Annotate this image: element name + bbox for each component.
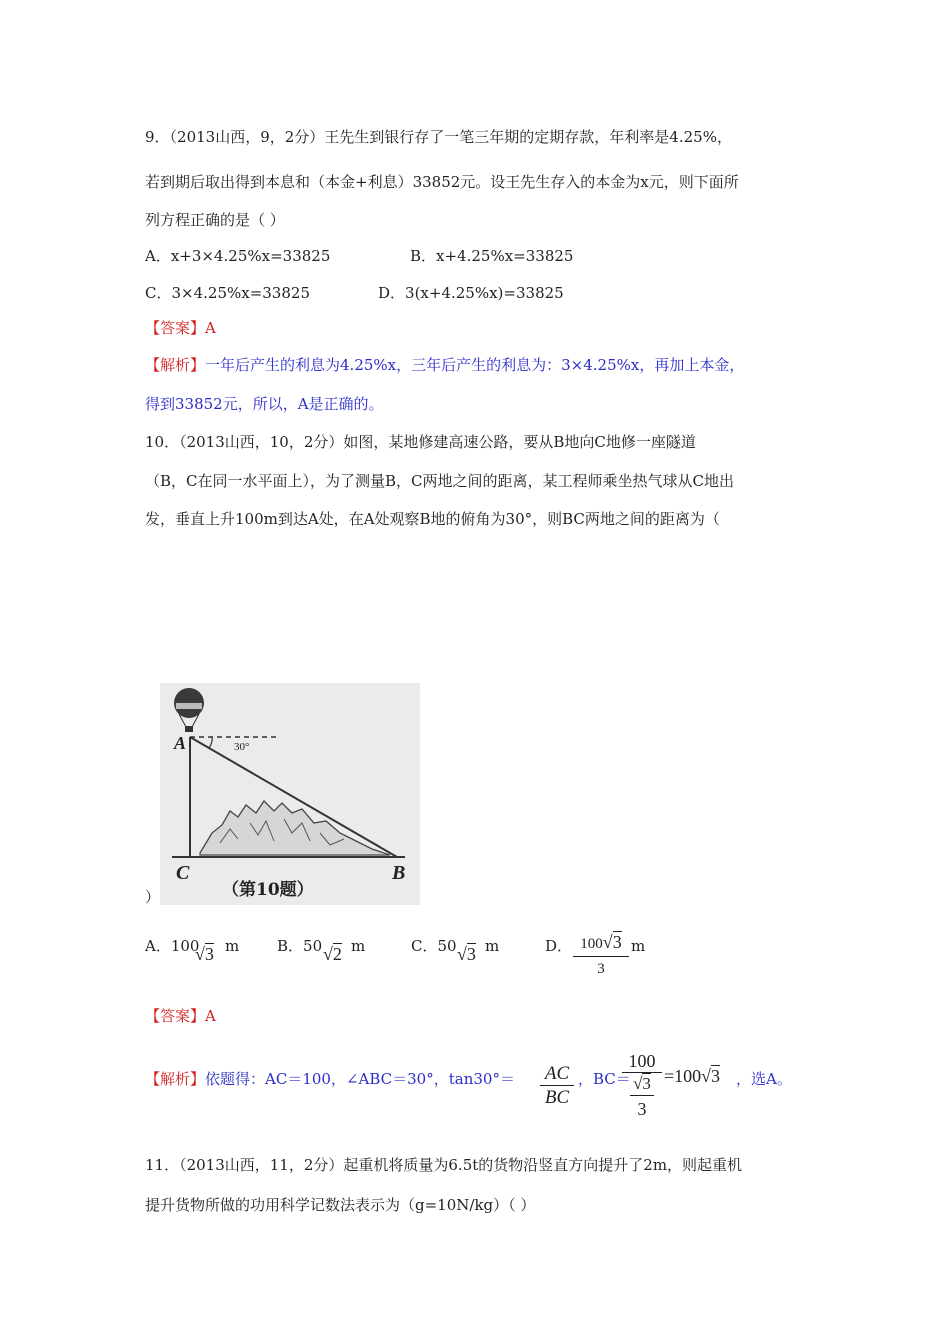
tan-fraction: $\frac{AC}{BC}$ [540, 1063, 574, 1110]
q10-option-d [545, 932, 646, 977]
answer-tag: 【答案】 [145, 1007, 206, 1025]
q10-answer [145, 1006, 216, 1026]
option-c-prefix: C．50 [411, 937, 457, 955]
analysis-tag: 【解析】 [145, 1070, 206, 1088]
q10-line-1: 10．（2013山西，10，2分）如图，某地修建高速公路，要从B地向C地修一座隧道 [145, 433, 696, 451]
analysis-text: 一年后产生的利息为4.25%x，三年后产生的利息为：3×4.25%x，再加上本金， [205, 356, 745, 374]
option-b-radical: √2 [323, 944, 342, 964]
q9-line-2: 若到期后取出得到本息和（本金+利息）33852元。设王先生存入的本金为x元，则下面所 [145, 173, 739, 191]
bc-fraction: 100 √3 3 [622, 1050, 662, 1122]
q9-option-b: B．x+4.25%x=33825 [410, 247, 574, 265]
q9-option-a: A．x+3×4.25%x=33825 [145, 247, 331, 265]
label-b: B [392, 862, 406, 884]
q9-line-3: 列方程正确的是（ ） [145, 211, 285, 229]
q9-analysis-1 [145, 355, 744, 375]
q10-option-b [277, 936, 366, 964]
bc-result: =100√3 [664, 1066, 721, 1086]
option-d-unit: m [631, 937, 646, 955]
figure-caption: （第10题） [222, 880, 314, 900]
analysis-tag: 【解析】 [145, 356, 206, 374]
q9-option-c: C．3×4.25%x=33825 [145, 284, 310, 302]
q10-line-2: （B，C在同一水平面上），为了测量B，C两地之间的距离，某工程师乘坐热气球从C地出 [145, 472, 734, 490]
q11-line-1: 11．（2013山西，11，2分）起重机将质量为6.5t的货物沿竖直方向提升了2m，则起重机 [145, 1156, 743, 1174]
analysis-text: 依题得：AC＝100，∠ABC＝30°，tan30°＝ [205, 1070, 515, 1088]
q10-option-c [411, 936, 500, 964]
answer-tag: 【答案】 [145, 319, 206, 337]
answer-value: A [205, 319, 216, 337]
label-c: C [176, 862, 190, 884]
q10-option-a [145, 936, 240, 964]
q9-line-1: 9．（2013山西，9，2分）王先生到银行存了一笔三年期的定期存款，年利率是4.25%， [145, 128, 732, 146]
option-a-radical: √3 [195, 944, 214, 964]
q9-answer [145, 318, 216, 338]
q11-line-2: 提升货物所做的功用科学记数法表示为（g=10N/kg）（ ） [145, 1196, 536, 1214]
option-a-prefix: A．100 [145, 937, 200, 955]
analysis-tail: ，选A。 [736, 1070, 792, 1088]
option-c-radical: √3 [457, 944, 476, 964]
option-c-unit: m [485, 937, 500, 955]
q10-figure [160, 683, 420, 905]
q10-analysis [145, 1069, 515, 1089]
angle-label: 30° [234, 741, 250, 753]
q9-analysis-2: 得到33852元，所以，A是正确的。 [145, 395, 384, 413]
answer-value: A [205, 1007, 216, 1025]
q10-line-3: 发，垂直上升100m到达A处，在A处观察B地的俯角为30°，则BC两地之间的距离为（ [145, 510, 720, 528]
option-b-prefix: B．50 [277, 937, 323, 955]
triangle-diagram [160, 683, 420, 905]
q10-close-paren: ） [145, 888, 161, 906]
option-a-unit: m [225, 937, 240, 955]
bc-equals: ，BC＝ [578, 1070, 631, 1088]
option-d-prefix: D． [545, 937, 573, 955]
option-b-unit: m [351, 937, 366, 955]
q9-option-d: D．3(x+4.25%x)=33825 [378, 284, 564, 302]
option-d-fraction: 100√3 3 [573, 932, 629, 979]
label-a: A [174, 733, 187, 753]
